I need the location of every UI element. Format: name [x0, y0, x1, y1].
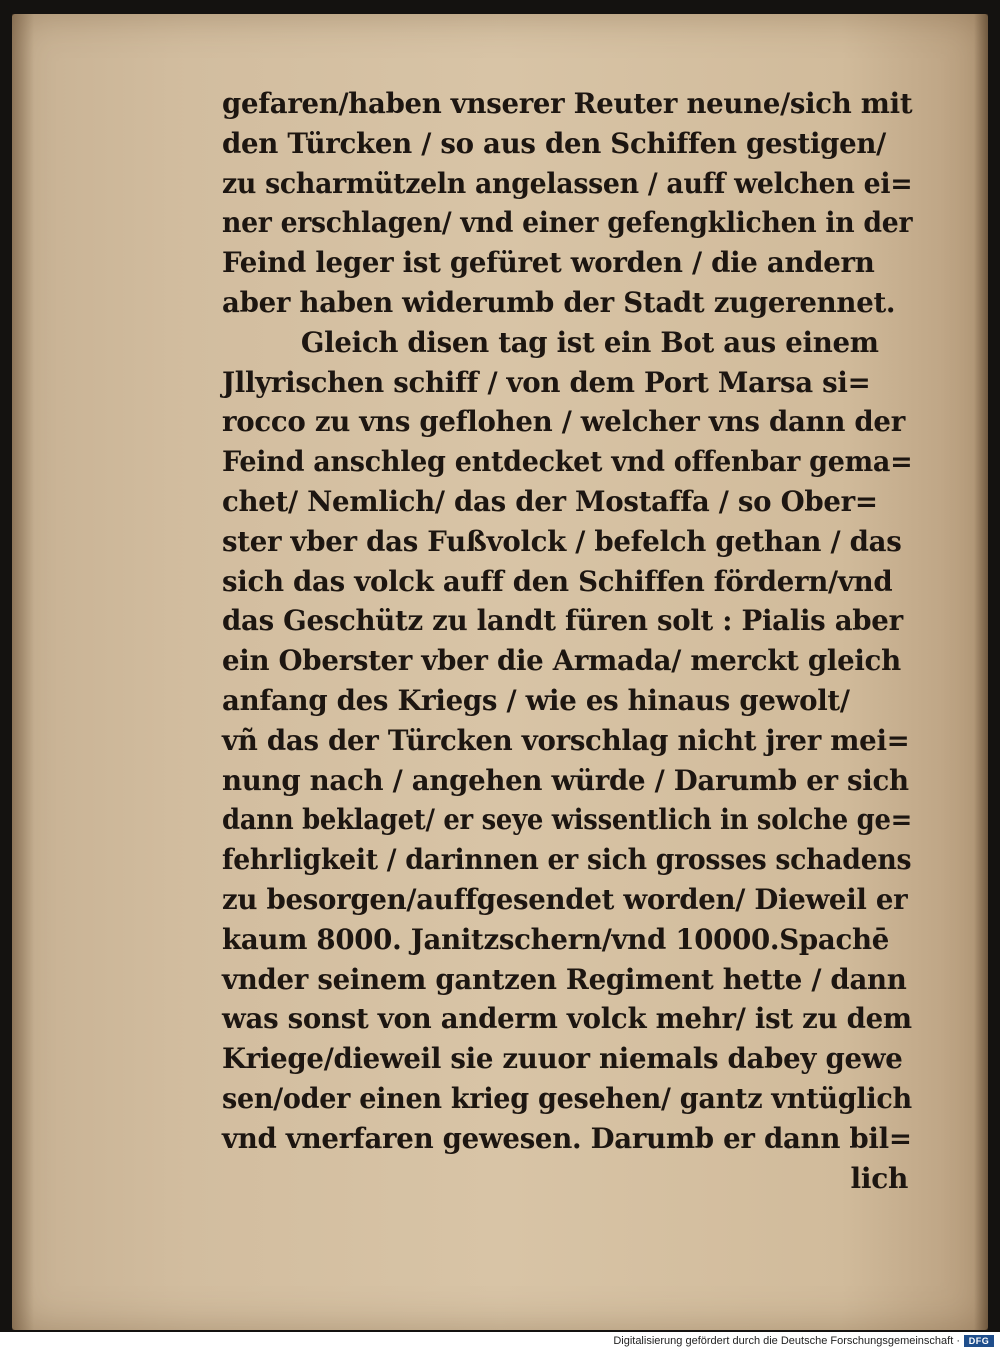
- text-line: sich das volck auff den Schiffen fördern/vnd: [222, 564, 893, 598]
- text-line: kaum 8000. Janitzschern/vnd 10000.Spachē: [222, 922, 890, 956]
- text-line: Feind leger ist gefüret worden / die andern: [222, 246, 875, 280]
- text-line: sen/oder einen krieg gesehen/ gantz vntüglich: [222, 1081, 912, 1115]
- text-line: gefaren/haben vnserer Reuter neune/sich mit: [222, 87, 913, 120]
- text-line: ner erschlagen/ vnd einer gefengklichen in der: [222, 206, 913, 240]
- text-line: aber haben widerumb der Stadt zugerennet.: [222, 285, 896, 319]
- page-edge-shadow: [974, 14, 988, 1330]
- text-line: zu scharmützeln angelassen / auff welchen ei=: [222, 166, 913, 200]
- text-line: Gleich disen tag ist ein Bot aus einem: [300, 325, 879, 359]
- text-line: anfang des Kriegs / wie es hinaus gewolt/: [222, 683, 850, 717]
- text-line: vnder seinem gantzen Regiment hette / dann: [222, 962, 907, 996]
- text-line: vnd vnerfaren gewesen. Darumb er dann bil=: [222, 1121, 912, 1155]
- text-line: dann beklaget/ er seye wissentlich in solche ge=: [222, 803, 913, 837]
- text-line: das Geschütz zu landt füren solt : Pialis aber: [222, 604, 903, 638]
- text-line: rocco zu vns geflohen / welcher vns dann der: [222, 405, 905, 439]
- catchword: lich: [850, 1161, 908, 1195]
- text-line: ein Oberster vber die Armada/ merckt gleich: [222, 644, 901, 678]
- text-line: vñ das der Türcken vorschlag nicht jrer mei=: [222, 723, 910, 757]
- text-line: Jllyrischen schiff / von dem Port Marsa si=: [222, 365, 871, 399]
- text-line: chet/ Nemlich/ das der Mostaffa / so Ober=: [222, 484, 878, 518]
- text-line: Kriege/dieweil sie zuuor niemals dabey gewe: [222, 1042, 903, 1076]
- footer-bar: [0, 1332, 1000, 1351]
- text-line: den Türcken / so aus den Schiffen gestigen/: [222, 126, 886, 160]
- text-line: was sonst von anderm volck mehr/ ist zu dem: [222, 1002, 912, 1036]
- dfg-logo: DFG: [964, 1335, 994, 1347]
- text-line: Feind anschleg entdecket vnd offenbar gema=: [222, 445, 913, 479]
- page-text: [222, 84, 922, 1198]
- text-line: zu besorgen/auffgesendet worden/ Dieweil er: [222, 882, 908, 916]
- text-line: ster vber das Fußvolck / befelch gethan / das: [222, 524, 902, 558]
- text-line: fehrligkeit / darinnen er sich grosses schadens: [222, 843, 912, 877]
- text-line: nung nach / angehen würde / Darumb er sich: [222, 763, 909, 797]
- digitization-credit: Digitalisierung gefördert durch die Deutsche Forschungsgemeinschaft ·: [613, 1335, 960, 1347]
- page-gutter-shadow: [12, 14, 34, 1330]
